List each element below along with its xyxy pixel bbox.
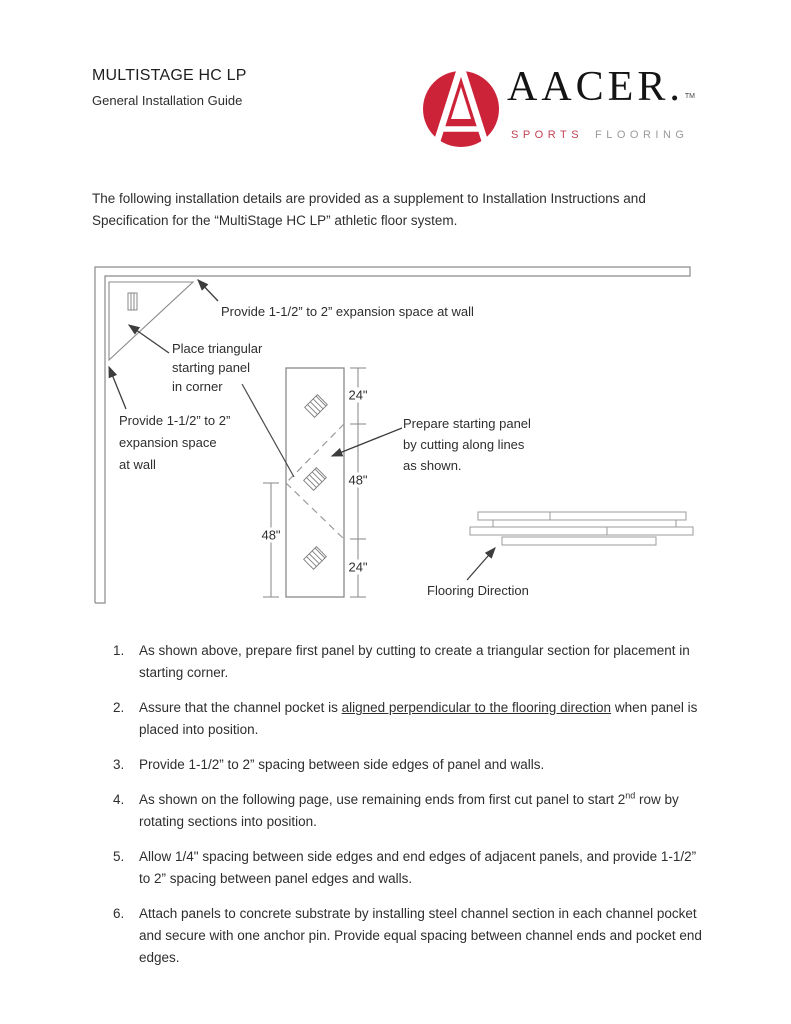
channel-pocket-symbols <box>304 395 328 570</box>
instruction-segment: nd <box>625 790 636 801</box>
intro-paragraph <box>92 188 722 232</box>
instructions-list <box>113 640 702 982</box>
instruction-segment: As shown on the following page, use remaining ends from first cut panel to start 2 <box>139 792 626 807</box>
intro-line: The following installation details are provided as a supplement to Installation Instructions and <box>92 191 646 206</box>
triangle-channel-pocket <box>128 293 137 310</box>
instruction-number: 1. <box>113 643 125 658</box>
instruction-segment: Attach panels to concrete substrate by installing steel channel section in each channel pocket and secure with one anchor pin. Provide equal spacing between channel ends and pocket end edges. <box>139 906 702 965</box>
instruction-segment: As shown above, prepare first panel by cutting to create a triangular section for placement in starting corner. <box>139 643 690 680</box>
logo-tagline-flooring: FLOORING <box>595 129 689 141</box>
logo-tagline-sports: SPORTS <box>511 129 584 141</box>
instruction-item <box>113 846 702 890</box>
label-flooring-direction: Flooring Direction <box>427 583 529 598</box>
instruction-text <box>139 640 702 684</box>
instruction-number: 2. <box>113 700 125 715</box>
label-line: expansion space <box>119 435 217 450</box>
logo-wordmark <box>507 63 695 111</box>
instruction-number: 6. <box>113 906 125 921</box>
instruction-item <box>113 754 702 776</box>
instruction-segment: Allow 1/4" spacing between side edges and end edges of adjacent panels, and provide 1-1/2” to 2” spacing between panel edges and walls. <box>139 849 697 886</box>
instruction-text <box>139 846 702 890</box>
label-prepare-panel <box>403 413 531 476</box>
label-line: by cutting along lines <box>403 437 525 452</box>
logo-brand-text: AACER. <box>507 64 684 110</box>
page-subtitle: General Installation Guide <box>92 93 243 108</box>
logo-a-mark-icon <box>421 65 501 151</box>
instruction-number: 5. <box>113 849 125 864</box>
cut-lines <box>286 424 344 539</box>
starting-panel <box>286 368 344 597</box>
instruction-item <box>113 903 702 969</box>
instruction-segment: Assure that the channel pocket is <box>139 700 342 715</box>
logo <box>421 63 699 159</box>
instruction-segment: when panel is placed into position. <box>139 700 698 737</box>
dimension-24-bottom: 24" <box>348 559 368 575</box>
label-expansion-space-top: Provide 1-1/2” to 2” expansion space at wall <box>221 304 474 319</box>
dimension-24-top: 24" <box>348 387 368 403</box>
dimension-48-right: 48" <box>348 472 368 488</box>
label-expansion-space-left <box>119 410 230 476</box>
label-line: Prepare starting panel <box>403 416 531 431</box>
instruction-item <box>113 640 702 684</box>
logo-tm-mark: TM <box>684 93 695 100</box>
label-line: starting panel <box>172 360 251 375</box>
instruction-number: 3. <box>113 757 125 772</box>
instruction-text <box>139 697 702 741</box>
instruction-text <box>139 903 702 969</box>
dimension-48-left: 48" <box>261 527 281 543</box>
label-line: as shown. <box>403 458 462 473</box>
instruction-segment: Provide 1-1/2” to 2” spacing between side edges of panel and walls. <box>139 757 545 772</box>
intro-line: Specification for the “MultiStage HC LP” athletic floor system. <box>92 213 458 228</box>
diagram-area <box>85 258 705 618</box>
flooring-planks <box>470 512 693 545</box>
page-title: MULTISTAGE HC LP <box>92 67 247 84</box>
instruction-text <box>139 754 702 776</box>
instruction-number: 4. <box>113 792 125 807</box>
label-line: in corner <box>172 379 223 394</box>
label-line: Place triangular <box>172 341 263 356</box>
instruction-segment: aligned perpendicular to the flooring direction <box>341 700 612 715</box>
instruction-segment: row by rotating sections into position. <box>139 792 679 829</box>
label-line: Provide 1-1/2” to 2” <box>119 413 231 428</box>
instruction-text <box>139 789 702 833</box>
instruction-item <box>113 697 702 741</box>
label-place-panel <box>172 339 262 396</box>
label-line: at wall <box>119 457 156 472</box>
instruction-item <box>113 789 702 833</box>
logo-tagline <box>511 129 688 141</box>
